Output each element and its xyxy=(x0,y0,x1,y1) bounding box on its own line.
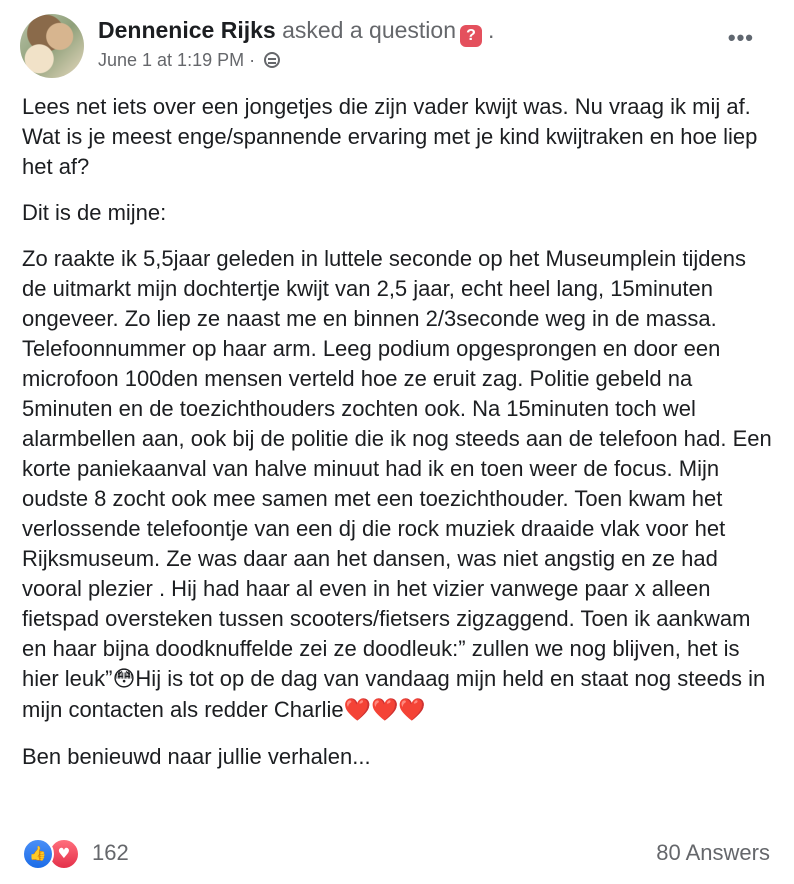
post-paragraph-lead: Dit is de mijne: xyxy=(22,200,167,225)
post-timestamp[interactable]: June 1 at 1:19 PM xyxy=(98,50,245,70)
post-footer xyxy=(20,836,770,868)
author-name[interactable]: Dennenice Rijks xyxy=(98,17,276,43)
post-meta xyxy=(98,48,280,72)
flushed-emoji-icon: 😳 xyxy=(112,667,136,692)
answers-link[interactable]: 80 Answers xyxy=(656,840,770,865)
post-paragraph-story xyxy=(22,244,774,726)
globe-icon xyxy=(264,52,280,68)
reaction-count[interactable]: 162 xyxy=(92,840,129,865)
post-action-text: asked a question xyxy=(282,17,456,43)
post-paragraph-closing: Ben benieuwd naar jullie verhalen... xyxy=(22,744,371,769)
post-body xyxy=(22,92,774,788)
post-paragraph-intro: Lees net iets over een jongetjes die zijn vader kwijt was. Nu vraag ik mij af. Wat is je meest enge/spannende ervaring met je kind kwijtraken en hoe liep het af? xyxy=(22,94,758,179)
reaction-icons[interactable] xyxy=(22,838,82,866)
love-icon: ♥ xyxy=(48,838,80,870)
hearts-emoji-icon: ❤️❤️❤️ xyxy=(343,698,426,723)
story-text-part2: Hij is tot op de dag van vandaag mijn held en staat nog steeds in mijn contacten als redder Charlie xyxy=(22,666,766,722)
trailing-dot: . xyxy=(487,17,495,43)
more-options-button[interactable]: ••• xyxy=(727,25,754,50)
author-avatar[interactable] xyxy=(20,14,84,78)
question-icon: ? xyxy=(460,25,482,47)
like-icon: 👍 xyxy=(22,838,54,870)
post-header-line xyxy=(98,15,494,47)
story-text-part1: Zo raakte ik 5,5jaar geleden in luttele seconde op het Museumplein tijdens de uitmarkt mijn dochtertje kwijt van 2,5 jaar, echt heel lang, 15minuten ongeveer. Zo liep ze naast me en binnen 2/3seconde weg in de massa. Telefoonnummer op haar arm. Leeg podium opgesprongen en door een microfoon 100den mensen verteld hoe ze eruit zag. Politie gebeld na 5minuten en de toezichthouders zochten ook. Na 15minuten toch wel alarmbellen aan, ook bij de politie die ik nog steeds aan de telefoon had. Een korte paniekaanval van halve minuut had ik en toen weer de focus. Mijn oudste 8 zocht ook mee samen met een toezichthouder. Toen kwam het verlossende telefoontje van een dj die rock muziek draaide vlak voor het Rijksmuseum. Ze was daar aan het dansen, was niet angstig en ze had vooral plezier . Hij had haar al even in het vizier vanwege paar x alleen fietspad oversteken tussen scooters/fietsers zigzaggend. Toen ik aankwam en haar bijna doodknuffelde zei ze doodleuk:” zullen we nog blijven, het is hier leuk” xyxy=(22,246,772,691)
meta-separator: · xyxy=(249,50,256,70)
